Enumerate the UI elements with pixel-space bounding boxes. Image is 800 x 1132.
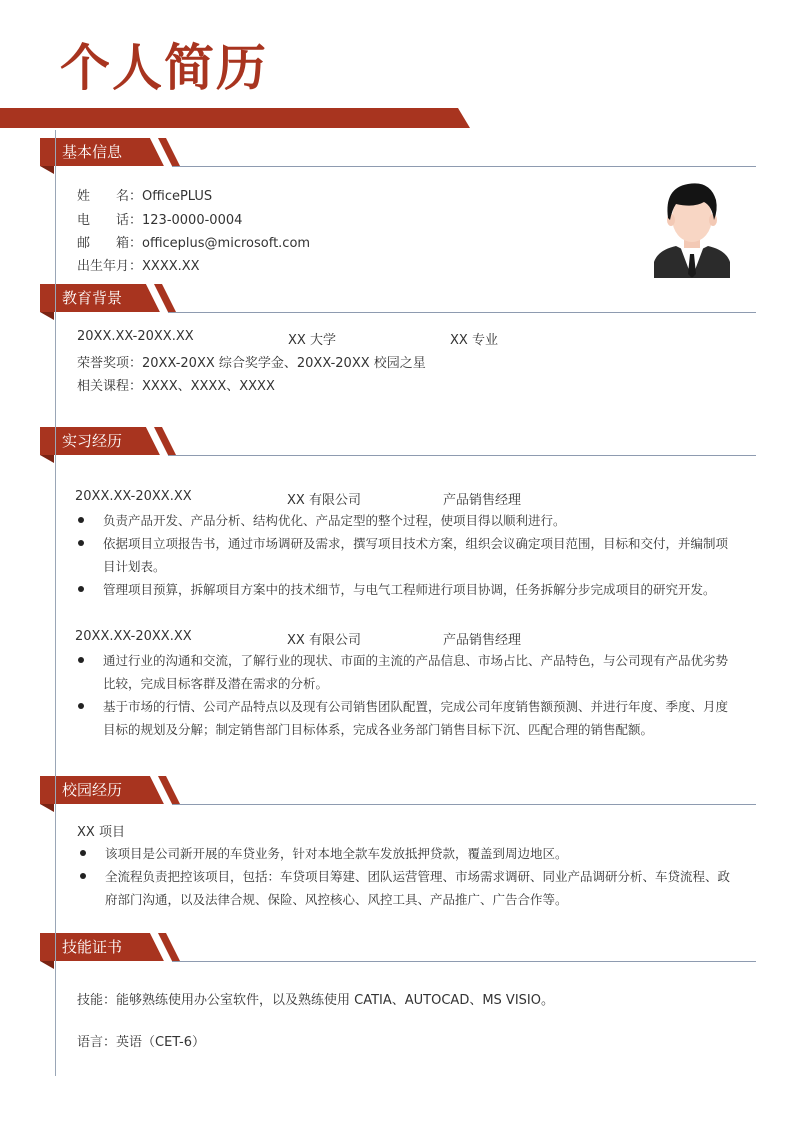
section-rule	[172, 961, 756, 962]
skills-language: 语言：英语（CET-6）	[77, 1035, 206, 1050]
list-item: 依据项目立项报告书，通过市场调研及需求，撰写项目技术方案，组织会议确定项目范围，目标和交付，并编制项目计划表。	[103, 536, 729, 574]
list-item: 该项目是公司新开展的车贷业务，针对本地全款车发放抵押贷款，覆盖到周边地区。	[105, 846, 568, 861]
list-item: 管理项目预算，拆解项目方案中的技术细节，与电气工程师进行项目协调，任务拆解分步完成项目的研究开发。	[103, 582, 716, 597]
phone-value: 123-0000-0004	[142, 213, 243, 228]
education-school: XX 大学	[288, 333, 336, 348]
internship-header	[75, 629, 755, 647]
education-major: XX 专业	[450, 333, 498, 348]
internship-role: 产品销售经理	[443, 633, 522, 648]
name-row	[77, 185, 212, 204]
internship-header	[75, 489, 755, 507]
list-item: 全流程负责把控该项目，包括：车贷项目筹建、团队运营管理、市场需求调研、同业产品调研分析、车贷流程、政府部门沟通，以及法律合规、保险、风控核心、风控工具、产品推广、广告合作等。	[105, 869, 731, 907]
timeline-rule	[55, 130, 56, 1076]
section-title-skills: 技能证书	[62, 938, 123, 956]
internship-company: XX 有限公司	[287, 633, 361, 648]
bullet-icon	[80, 873, 86, 879]
section-title-education: 教育背景	[62, 289, 123, 307]
email-value: officeplus@microsoft.com	[142, 236, 311, 251]
bullet-icon	[78, 540, 84, 546]
bullet-icon	[78, 517, 84, 523]
education-period: 20XX.XX-20XX.XX	[77, 329, 194, 344]
section-rule	[168, 312, 756, 313]
education-honors: 荣誉奖项：20XX-20XX 综合奖学金、20XX-20XX 校园之星	[77, 356, 426, 371]
internship-period: 20XX.XX-20XX.XX	[75, 489, 192, 504]
bullet-icon	[80, 850, 86, 856]
name-label: 姓 名：	[77, 189, 143, 204]
campus-project: XX 项目	[77, 825, 125, 840]
internship-period: 20XX.XX-20XX.XX	[75, 629, 192, 644]
birth-row	[77, 255, 200, 274]
bullet-icon	[78, 703, 84, 709]
email-label: 邮 箱：	[77, 236, 143, 251]
name-value: OfficePLUS	[142, 189, 213, 204]
internship-role: 产品销售经理	[443, 493, 522, 508]
phone-label: 电 话：	[77, 213, 143, 228]
bullet-icon	[78, 586, 84, 592]
list-item: 基于市场的行情、公司产品特点以及现有公司销售团队配置，完成公司年度销售额预测、并进行年度、季度、月度目标的规划及分解；制定销售部门目标体系，完成各业务部门销售目标下沉、匹配合理的销售配额。	[103, 699, 729, 737]
page-title: 个人简历	[60, 39, 268, 97]
education-courses: 相关课程：XXXX、XXXX、XXXX	[77, 379, 275, 394]
bullet-icon	[78, 657, 84, 663]
birth-label: 出生年月：	[77, 259, 143, 274]
phone-row	[77, 209, 242, 228]
birth-value: XXXX.XX	[142, 259, 200, 274]
email-row	[77, 232, 310, 251]
section-rule	[172, 166, 756, 167]
section-title-basic: 基本信息	[62, 143, 123, 161]
section-title-internship: 实习经历	[62, 432, 123, 450]
list-item: 负责产品开发、产品分析、结构优化、产品定型的整个过程，使项目得以顺利进行。	[103, 513, 566, 528]
list-item: 通过行业的沟通和交流，了解行业的现状、市面的主流的产品信息、市场占比、产品特色，与公司现有产品优劣势比较，完成目标客群及潜在需求的分析。	[103, 653, 729, 691]
section-rule	[172, 804, 756, 805]
education-row	[77, 329, 757, 347]
section-rule	[168, 455, 756, 456]
skills-software: 技能：能够熟练使用办公室软件，以及熟练使用 CATIA、AUTOCAD、MS VISIO。	[77, 993, 554, 1008]
internship-company: XX 有限公司	[287, 493, 361, 508]
section-title-campus: 校园经历	[62, 781, 123, 799]
person-avatar-icon	[650, 178, 734, 280]
